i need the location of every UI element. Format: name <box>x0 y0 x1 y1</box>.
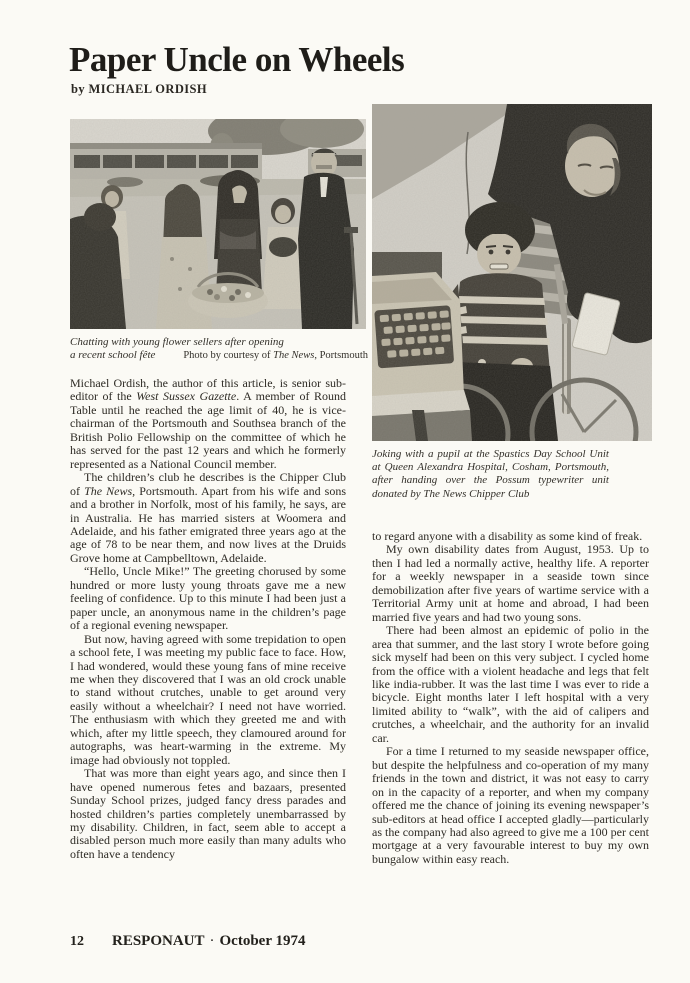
paragraph: The children’s club he describes is the Chipper Club of The News, Portsmouth. Apart from his wife and sons and a brother in Norfolk, most of his family, he says, are in Australia. He has married sisters at Woomera and Adelaide, and his father emigrated three years ago at the age of 78 to be near them, and now lives at the Druids Grove home at Campbelltown, Adelaide. <box>70 470 346 565</box>
paragraph: My own disability dates from August, 1953. Up to then I had led a normally active, healthy life. A reporter for a weekly newspaper in a seaside town since demobilization after five years of wartime service with a Territorial Army unit at home and abroad, I had been married five years and had two young sons. <box>372 542 649 624</box>
paragraph: For a time I returned to my seaside newspaper office, but despite the helpfulness and co-operation of my many friends in the town and district, it was not easy to carry on in the capacity of a reporter, and when my company offered me the chance of joining its evening newspaper’s sub-editors at head office I accepted gladly—particularly as the company had also agreed to give me a 100 per cent mortgage at a very favourable interest to buy my own bungalow within easy reach. <box>372 744 649 866</box>
photo-caption-left <box>70 336 368 362</box>
photo-wheelchair-typewriter <box>372 104 652 441</box>
caption-text-line2: a recent school fête <box>70 349 156 361</box>
school-fete-photo-illustration <box>70 119 366 329</box>
right-text-column <box>372 530 649 910</box>
paragraph: There had been almost an epidemic of polio in the area that summer, and the last story I wrote before going sick myself had been on this very subject. I cycled home from the office with a violent headache and legs that felt like india-rubber. It was the last time I was ever to ride a bicycle. Eight months later I left hospital with a very limited ability to “walk”, with the aid of calipers and crutches, a wheelchair, and the authority for an invalid car. <box>372 623 649 745</box>
magazine-title: RESPONAUT <box>112 933 205 949</box>
article-byline: by MICHAEL ORDISH <box>71 82 207 96</box>
article-title: Paper Uncle on Wheels <box>69 40 405 79</box>
paragraph: That was more than eight years ago, and since then I have opened numerous fetes and bazaars, presented Sunday School prizes, judged fancy dress parades and hosted children’s parties completely unembarrassed by my disability. Children, in fact, seem able to accept a disabled person much more easily than many adults who often have a tendency <box>70 766 346 861</box>
page-footer <box>70 933 305 950</box>
footer-separator: · <box>209 933 215 949</box>
paragraph: to regard anyone with a disability as some kind of freak. <box>372 529 643 543</box>
photo-caption-right: Joking with a pupil at the Spastics Day School Unit at Queen Alexandra Hospital, Cosham, Portsmouth, after handing over the Possum typewriter unit donated by The News Chipper Club <box>372 448 609 500</box>
photo-school-fete <box>70 119 366 329</box>
issue-date: October 1974 <box>219 933 306 949</box>
hospital-photo-illustration <box>372 104 652 441</box>
photo-credit: Photo by courtesy of The News, Portsmouth <box>183 350 368 361</box>
paragraph: But now, having agreed with some trepidation to open a school fete, I was meeting my public face to face. How, I had wondered, would these young fans of mine receive me when they discovered that I was an old crock unable to stand without crutches, unable to get around very easily without a wheelchair? I need not have worried. The enthusiasm with which they greeted me and with which, after my little speech, they clamoured around for autographs, was heart-warming in the extreme. My image had obviously not toppled. <box>70 631 346 767</box>
page-number: 12 <box>70 934 84 949</box>
paragraph: Michael Ordish, the author of this article, is senior sub-editor of the West Sussex Gazette. A member of Round Table until he reached the age limit of 40, he is vice-chairman of the Portsmouth and Southsea branch of the British Polio Fellowship on the committee of which he has served for the past 12 years and which he formerly represented as a National Council member. <box>70 376 346 471</box>
caption-text-line1: Chatting with young flower sellers after opening <box>70 336 284 348</box>
left-text-column <box>70 377 346 907</box>
paragraph: “Hello, Uncle Mike!” The greeting chorused by some hundred or more lusty young throats gave me a new feeling of confidence. Up to this minute I had been just a paper uncle, an anonymous name in the children’s page of a regional evening newspaper. <box>70 564 346 633</box>
magazine-name <box>112 933 305 950</box>
